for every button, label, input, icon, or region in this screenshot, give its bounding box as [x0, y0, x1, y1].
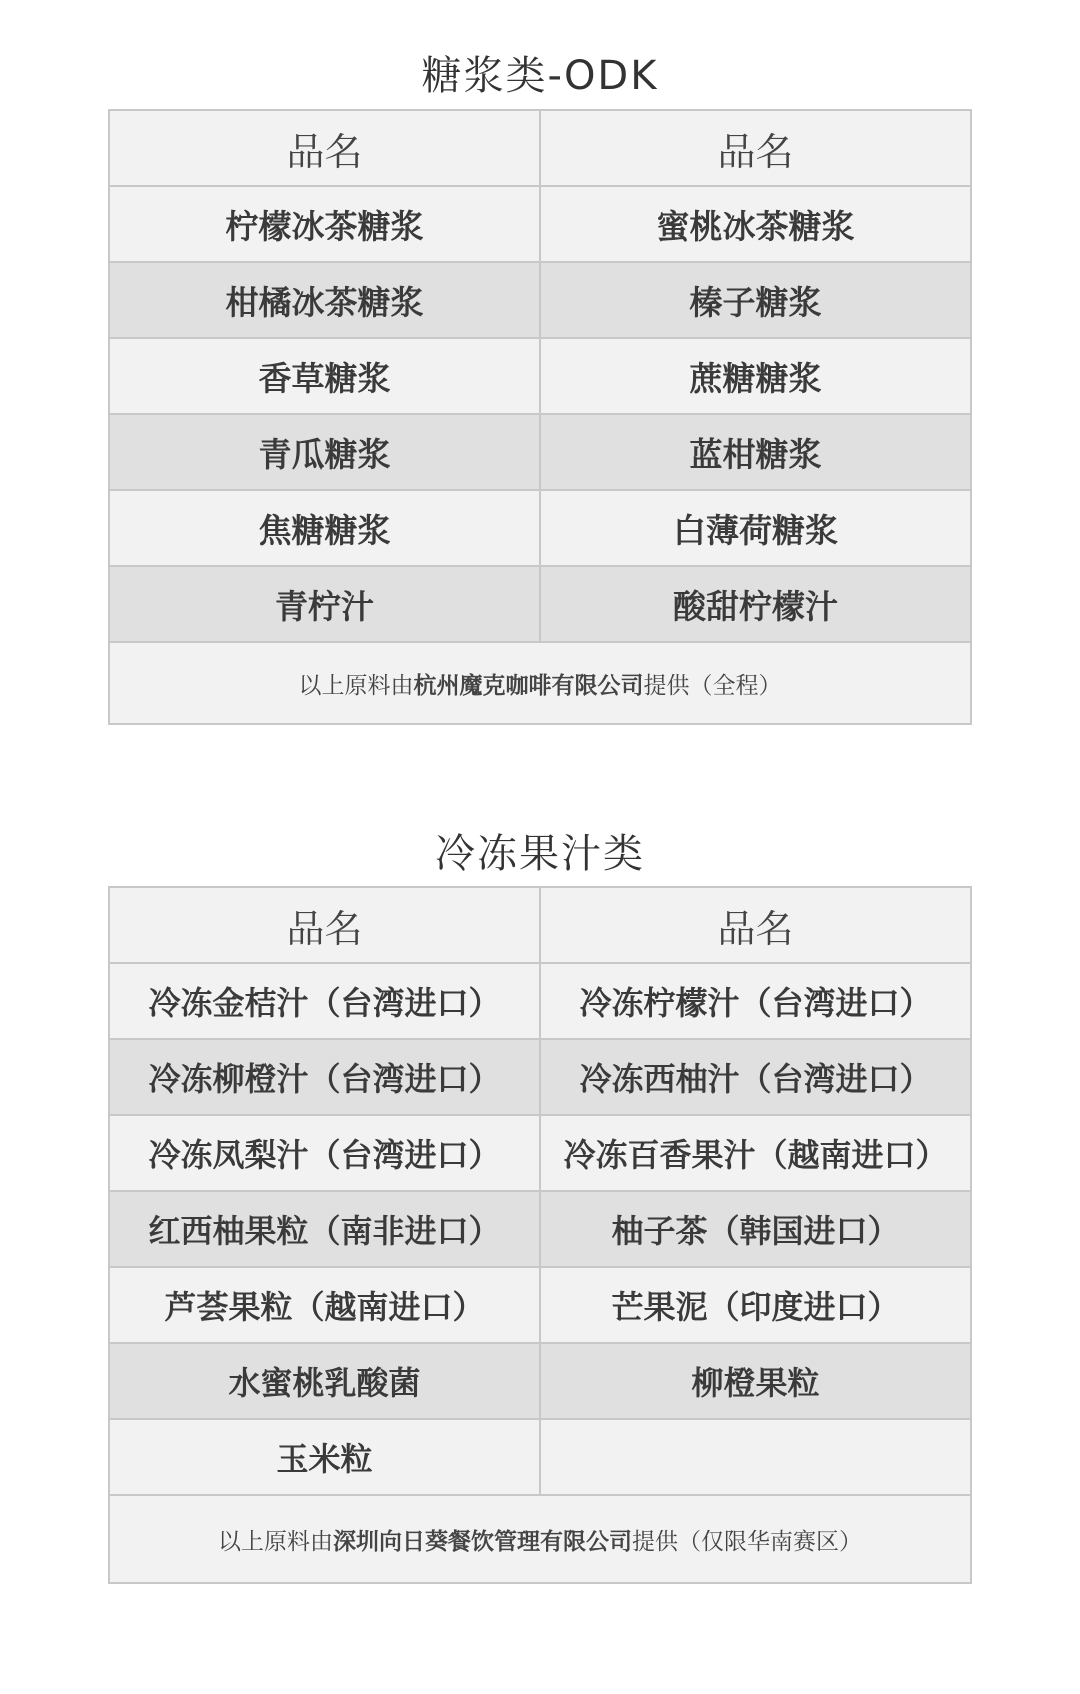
product-name-cell: 焦糖糖浆: [109, 490, 540, 566]
table-row: [109, 1039, 971, 1115]
supplier-note-suffix: 提供（全程）: [643, 672, 782, 699]
table-row: [109, 186, 971, 262]
empty-cell: [540, 1419, 971, 1495]
table-header-row: [109, 887, 971, 963]
table-row: [109, 566, 971, 642]
product-name-cell: 冷冻柠檬汁（台湾进口）: [540, 963, 971, 1039]
column-header: 品名: [540, 110, 971, 186]
table-footer-row: [109, 642, 971, 724]
column-header: 品名: [540, 887, 971, 963]
section-title-frozen-juice: 冷冻果汁类: [435, 831, 645, 877]
table-header-row: [109, 110, 971, 186]
supplier-name: 杭州魔克咖啡有限公司: [413, 672, 644, 699]
table-row: [109, 1419, 971, 1495]
product-name-cell: 酸甜柠檬汁: [540, 566, 971, 642]
section-title-syrups: 糖浆类-ODK: [421, 53, 659, 99]
table-row: [109, 490, 971, 566]
table-row: [109, 1115, 971, 1191]
product-name-cell: 水蜜桃乳酸菌: [109, 1343, 540, 1419]
product-name-cell: 榛子糖浆: [540, 262, 971, 338]
product-name-cell: 蔗糖糖浆: [540, 338, 971, 414]
product-name-cell: 柚子茶（韩国进口）: [540, 1191, 971, 1267]
syrup-table: [108, 109, 972, 725]
product-name-cell: 玉米粒: [109, 1419, 540, 1495]
product-name-cell: 柠檬冰茶糖浆: [109, 186, 540, 262]
column-header: 品名: [109, 887, 540, 963]
product-name-cell: 青瓜糖浆: [109, 414, 540, 490]
table-row: [109, 414, 971, 490]
column-header: 品名: [109, 110, 540, 186]
product-name-cell: 冷冻百香果汁（越南进口）: [540, 1115, 971, 1191]
table-row: [109, 262, 971, 338]
frozen-juice-table: [108, 886, 972, 1584]
table-row: [109, 1267, 971, 1343]
product-name-cell: 冷冻凤梨汁（台湾进口）: [109, 1115, 540, 1191]
product-name-cell: 柑橘冰茶糖浆: [109, 262, 540, 338]
product-name-cell: 香草糖浆: [109, 338, 540, 414]
supplier-note-prefix: 以上原料由: [298, 672, 414, 699]
product-name-cell: 蓝柑糖浆: [540, 414, 971, 490]
table-row: [109, 1343, 971, 1419]
table-row: [109, 963, 971, 1039]
table-row: [109, 1191, 971, 1267]
product-name-cell: 青柠汁: [109, 566, 540, 642]
table-footer-row: [109, 1495, 971, 1583]
supplier-note: [109, 1495, 971, 1583]
product-name-cell: 芒果泥（印度进口）: [540, 1267, 971, 1343]
supplier-note-prefix: 以上原料由: [218, 1528, 333, 1555]
product-name-cell: 白薄荷糖浆: [540, 490, 971, 566]
product-name-cell: 红西柚果粒（南非进口）: [109, 1191, 540, 1267]
product-name-cell: 蜜桃冰茶糖浆: [540, 186, 971, 262]
product-name-cell: 芦荟果粒（越南进口）: [109, 1267, 540, 1343]
product-name-cell: 冷冻柳橙汁（台湾进口）: [109, 1039, 540, 1115]
product-name-cell: 冷冻金桔汁（台湾进口）: [109, 963, 540, 1039]
supplier-note-suffix: 提供（仅限华南赛区）: [632, 1528, 862, 1555]
product-name-cell: 柳橙果粒: [540, 1343, 971, 1419]
table-row: [109, 338, 971, 414]
supplier-note: [109, 642, 971, 724]
product-name-cell: 冷冻西柚汁（台湾进口）: [540, 1039, 971, 1115]
supplier-name: 深圳向日葵餐饮管理有限公司: [333, 1528, 632, 1555]
